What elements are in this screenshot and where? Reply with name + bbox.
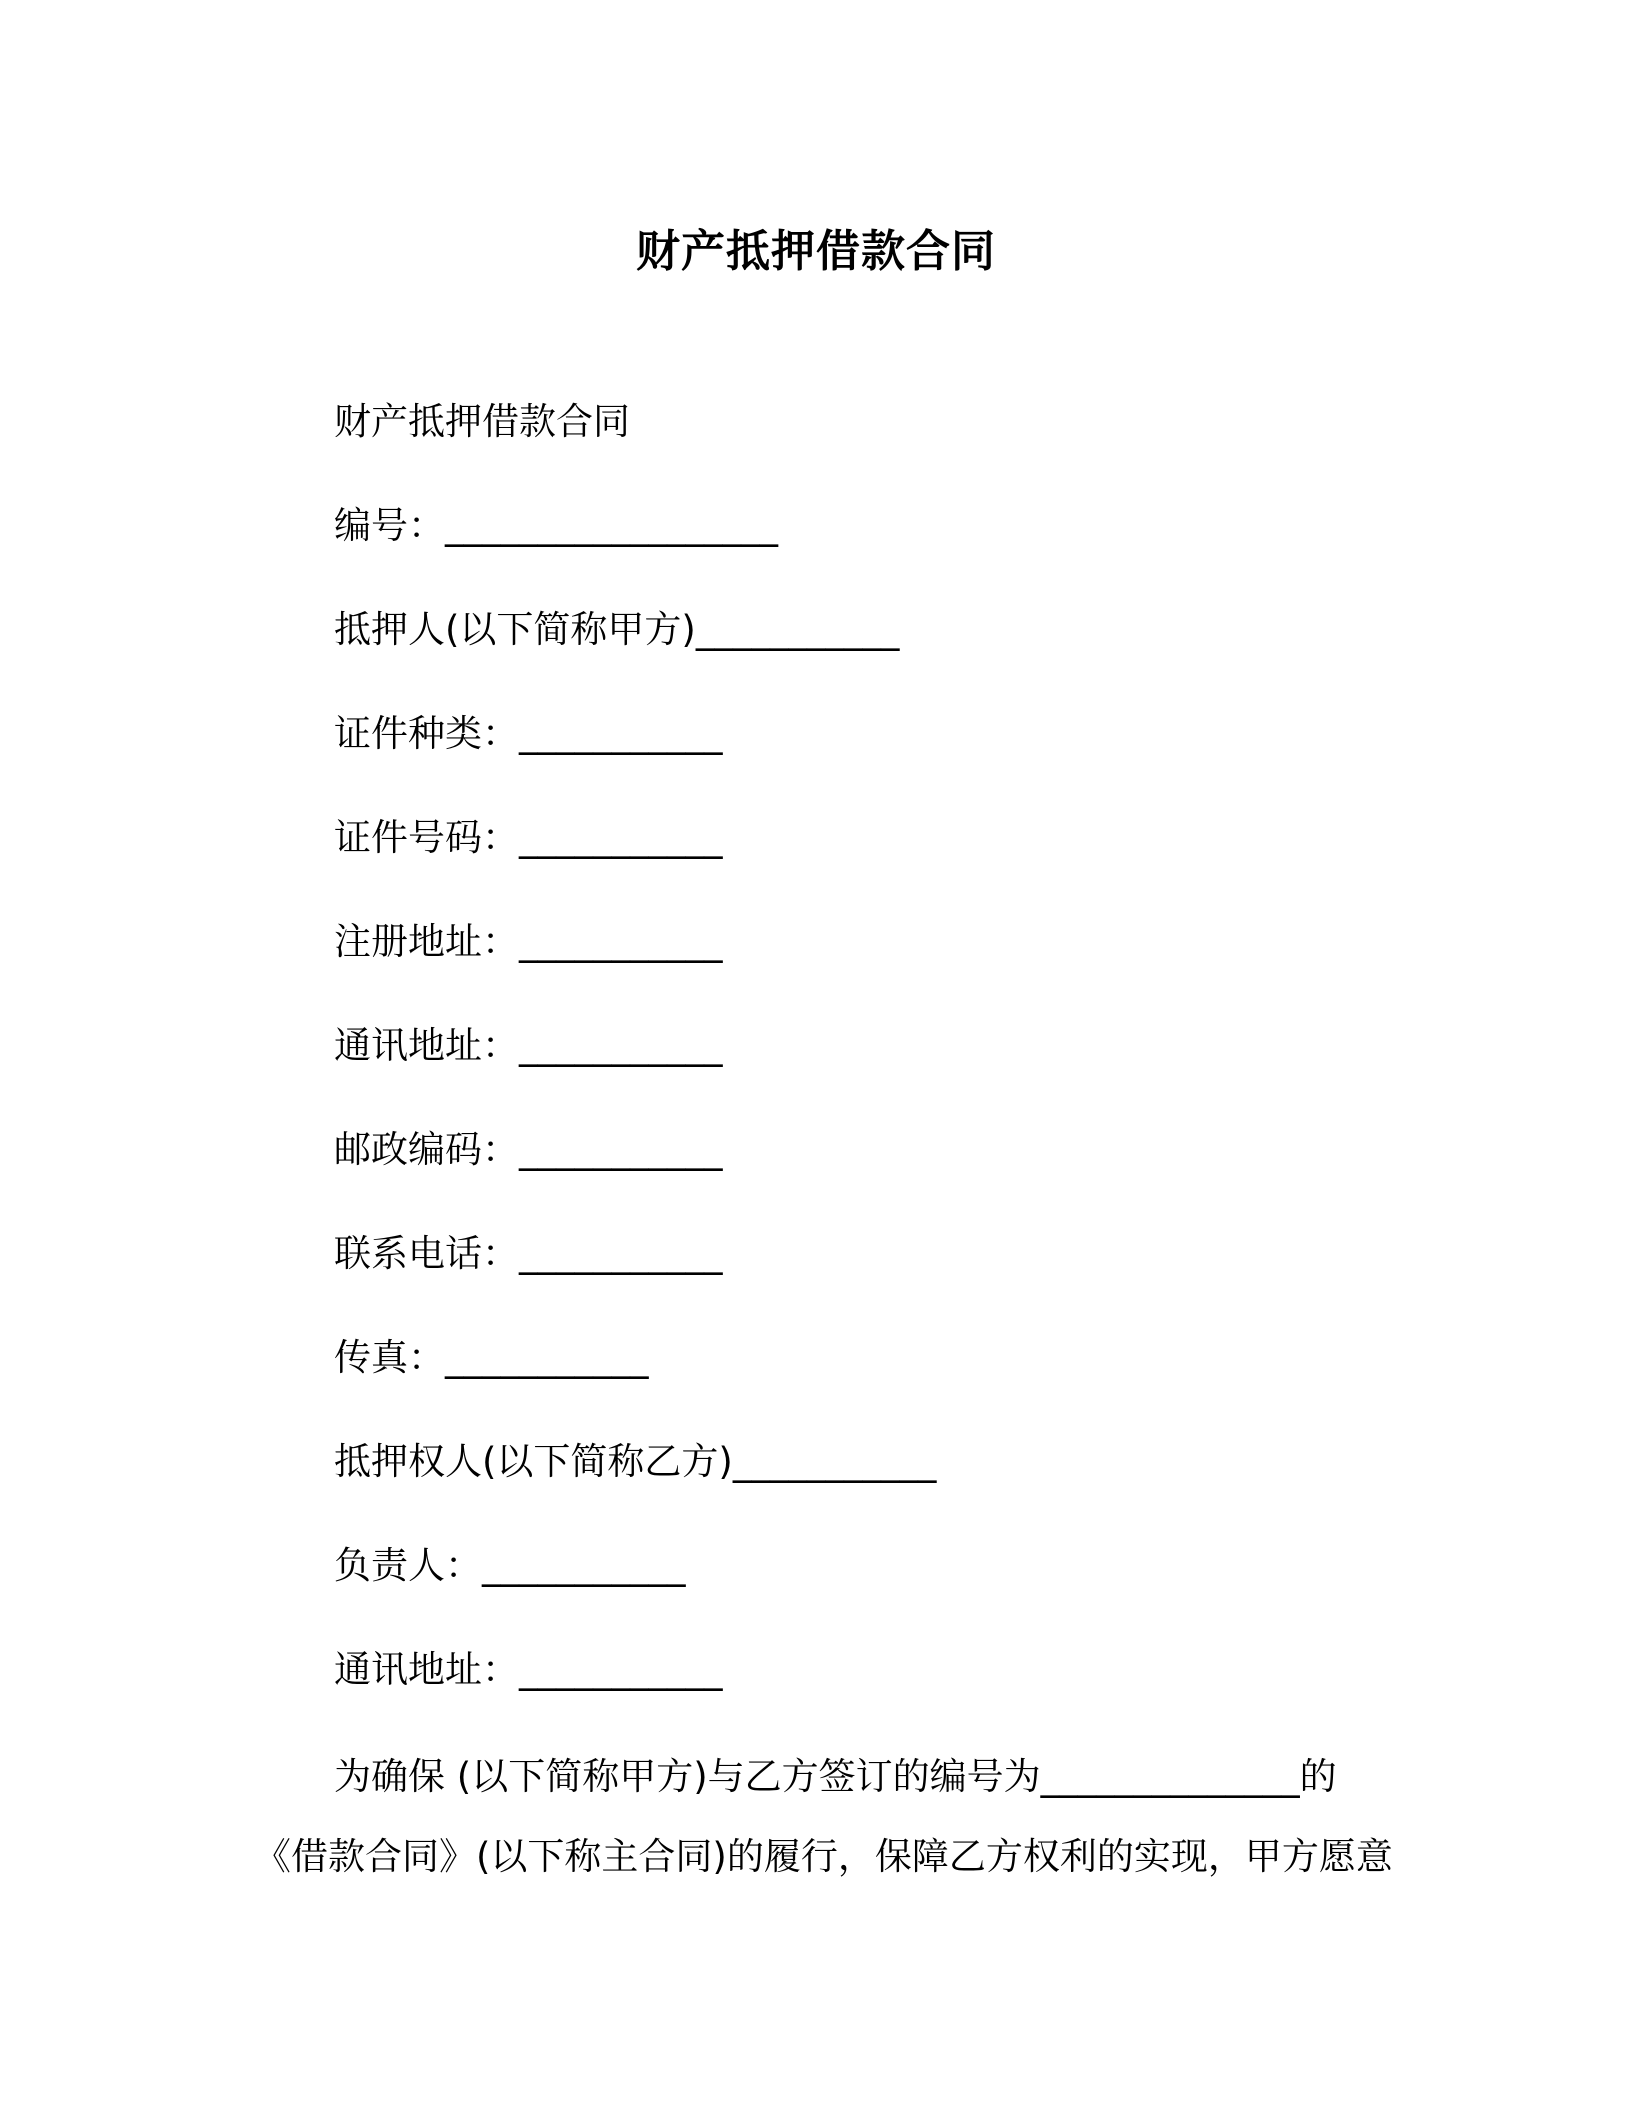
document-title: 财产抵押借款合同 (636, 226, 996, 277)
contract-subtitle: 财产抵押借款合同 (334, 400, 630, 443)
mortgagee-mailing-address-field: 通讯地址：___________ (334, 1648, 723, 1691)
id-type-field: 证件种类：___________ (334, 712, 723, 755)
postal-code-field: 邮政编码：___________ (334, 1128, 723, 1171)
id-number-field: 证件号码：___________ (334, 816, 723, 859)
phone-field: 联系电话：___________ (334, 1232, 723, 1275)
body-paragraph-line-1: 为确保 (以下简称甲方)与乙方签订的编号为______________的 (334, 1755, 1337, 1798)
fax-field: 传真：___________ (334, 1336, 649, 1379)
mortgagee-field: 抵押权人(以下简称乙方)___________ (334, 1440, 937, 1483)
body-paragraph-line-2: 《借款合同》(以下称主合同)的履行，保障乙方权利的实现，甲方愿意 (254, 1835, 1393, 1878)
body-paragraph (254, 1737, 1393, 1897)
mailing-address-field: 通讯地址：___________ (334, 1024, 723, 1067)
contract-number-field: 编号：__________________ (334, 504, 778, 547)
responsible-person-field: 负责人：___________ (334, 1544, 686, 1587)
mortgagor-field: 抵押人(以下简称甲方)___________ (334, 608, 900, 651)
registered-address-field: 注册地址：___________ (334, 920, 723, 963)
contract-field-list (334, 392, 936, 1744)
